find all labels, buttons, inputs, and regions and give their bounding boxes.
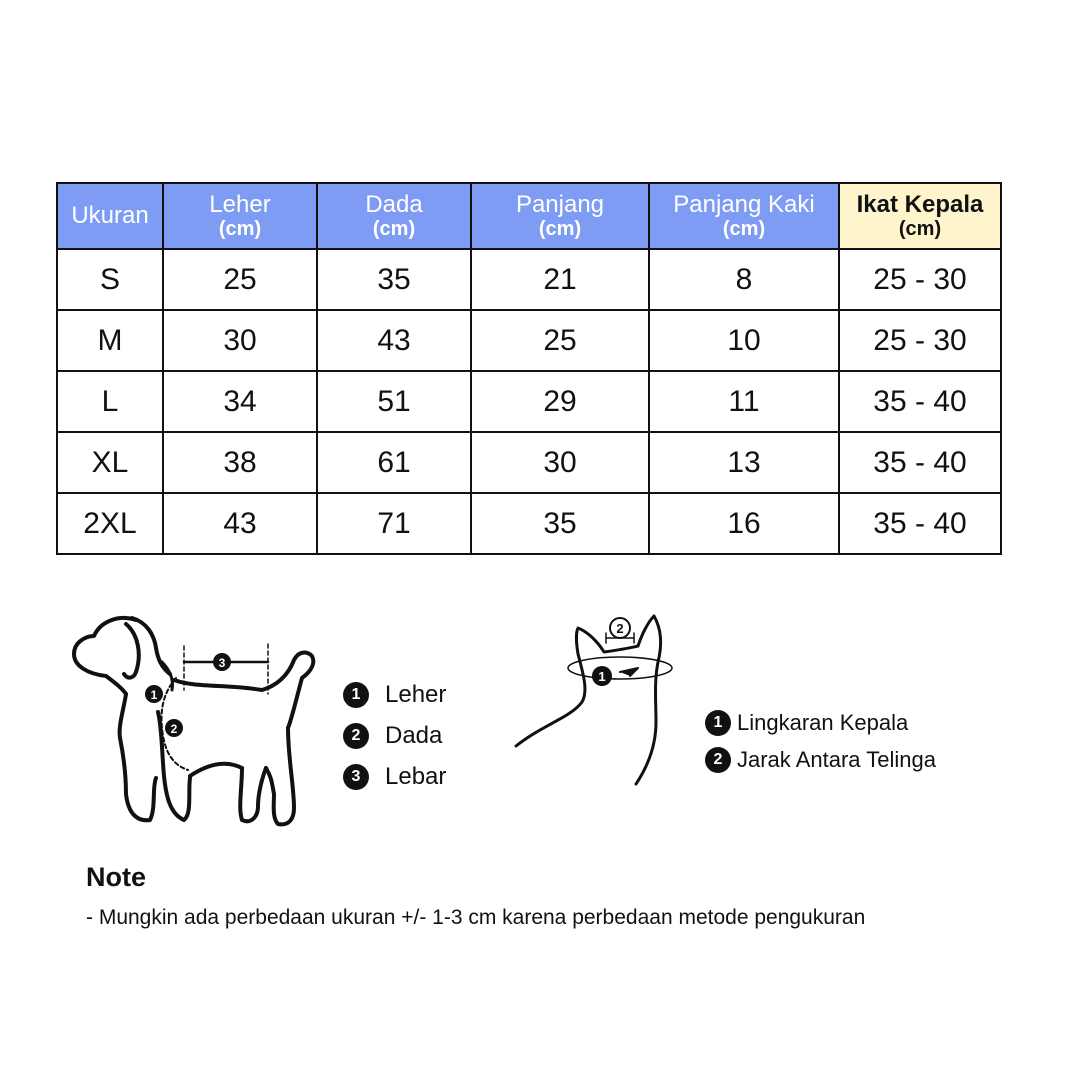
panjang-kaki-cell: 13 bbox=[649, 432, 839, 493]
table-row bbox=[57, 249, 1001, 310]
number-badge-icon: 1 bbox=[343, 682, 369, 708]
dada-cell: 43 bbox=[317, 310, 471, 371]
svg-text:1: 1 bbox=[150, 688, 158, 702]
legend-label: Lingkaran Kepala bbox=[737, 709, 909, 735]
number-badge-icon: 3 bbox=[343, 764, 369, 790]
panjang-kaki-cell: 16 bbox=[649, 493, 839, 554]
panjang-cell: 25 bbox=[471, 310, 649, 371]
header-unit: (cm) bbox=[218, 218, 262, 240]
panjang-kaki-cell: 11 bbox=[649, 371, 839, 432]
panjang-cell: 30 bbox=[471, 432, 649, 493]
size-cell: M bbox=[57, 310, 163, 371]
dog-legend bbox=[343, 674, 446, 797]
dada-cell: 51 bbox=[317, 371, 471, 432]
leher-cell: 30 bbox=[163, 310, 317, 371]
ikat-kepala-cell: 35 - 40 bbox=[839, 493, 1001, 554]
legend-item bbox=[343, 715, 446, 756]
header-label: Ikat Kepala bbox=[856, 191, 984, 218]
number-badge-icon: 2 bbox=[705, 747, 731, 773]
cat-head-measurement-diagram bbox=[508, 606, 688, 792]
legend-label: Dada bbox=[385, 721, 443, 749]
header-panjang bbox=[471, 183, 649, 249]
svg-text:3: 3 bbox=[218, 656, 226, 670]
table-row bbox=[57, 310, 1001, 371]
svg-text:2: 2 bbox=[616, 621, 624, 636]
size-cell: L bbox=[57, 371, 163, 432]
table-row bbox=[57, 371, 1001, 432]
dada-cell: 35 bbox=[317, 249, 471, 310]
size-cell: S bbox=[57, 249, 163, 310]
header-label: Ukuran bbox=[71, 202, 149, 229]
legend-label: Lebar bbox=[385, 762, 447, 790]
header-unit: (cm) bbox=[372, 218, 416, 240]
header-label: Panjang bbox=[515, 191, 605, 218]
dog-measurement-diagram bbox=[66, 608, 328, 836]
dada-cell: 71 bbox=[317, 493, 471, 554]
size-cell: 2XL bbox=[57, 493, 163, 554]
legend-item bbox=[343, 756, 446, 797]
header-unit: (cm) bbox=[722, 218, 766, 240]
panjang-kaki-cell: 10 bbox=[649, 310, 839, 371]
ikat-kepala-cell: 35 - 40 bbox=[839, 432, 1001, 493]
leher-cell: 34 bbox=[163, 371, 317, 432]
panjang-kaki-cell: 8 bbox=[649, 249, 839, 310]
svg-text:1: 1 bbox=[598, 669, 606, 684]
header-dada bbox=[317, 183, 471, 249]
number-badge-icon: 2 bbox=[343, 723, 369, 749]
header-ukuran bbox=[57, 183, 163, 249]
legend-label: Leher bbox=[385, 680, 447, 708]
table-header-row bbox=[57, 183, 1001, 249]
number-badge-icon: 1 bbox=[705, 710, 731, 736]
header-label: Dada bbox=[365, 191, 423, 218]
header-unit: (cm) bbox=[538, 218, 582, 240]
header-ikat-kepala bbox=[839, 183, 1001, 249]
ikat-kepala-cell: 35 - 40 bbox=[839, 371, 1001, 432]
ikat-kepala-cell: 25 - 30 bbox=[839, 249, 1001, 310]
leher-cell: 25 bbox=[163, 249, 317, 310]
table-row bbox=[57, 493, 1001, 554]
size-chart-table bbox=[56, 182, 1002, 555]
leher-cell: 43 bbox=[163, 493, 317, 554]
note-title: Note bbox=[86, 862, 146, 892]
header-panjang-kaki bbox=[649, 183, 839, 249]
dada-cell: 61 bbox=[317, 432, 471, 493]
table-row bbox=[57, 432, 1001, 493]
legend-item bbox=[705, 704, 936, 741]
svg-text:2: 2 bbox=[170, 722, 178, 736]
ikat-kepala-cell: 25 - 30 bbox=[839, 310, 1001, 371]
cat-legend bbox=[705, 704, 936, 778]
legend-item bbox=[705, 741, 936, 778]
panjang-cell: 21 bbox=[471, 249, 649, 310]
legend-item bbox=[343, 674, 446, 715]
header-leher bbox=[163, 183, 317, 249]
header-label: Panjang Kaki bbox=[673, 191, 815, 218]
legend-label: Jarak Antara Telinga bbox=[737, 746, 936, 772]
size-cell: XL bbox=[57, 432, 163, 493]
panjang-cell: 29 bbox=[471, 371, 649, 432]
header-label: Leher bbox=[209, 191, 271, 218]
header-unit: (cm) bbox=[898, 218, 942, 240]
panjang-cell: 35 bbox=[471, 493, 649, 554]
leher-cell: 38 bbox=[163, 432, 317, 493]
note-text: - Mungkin ada perbedaan ukuran +/- 1-3 cm karena perbedaan metode pengukuran bbox=[86, 906, 866, 929]
